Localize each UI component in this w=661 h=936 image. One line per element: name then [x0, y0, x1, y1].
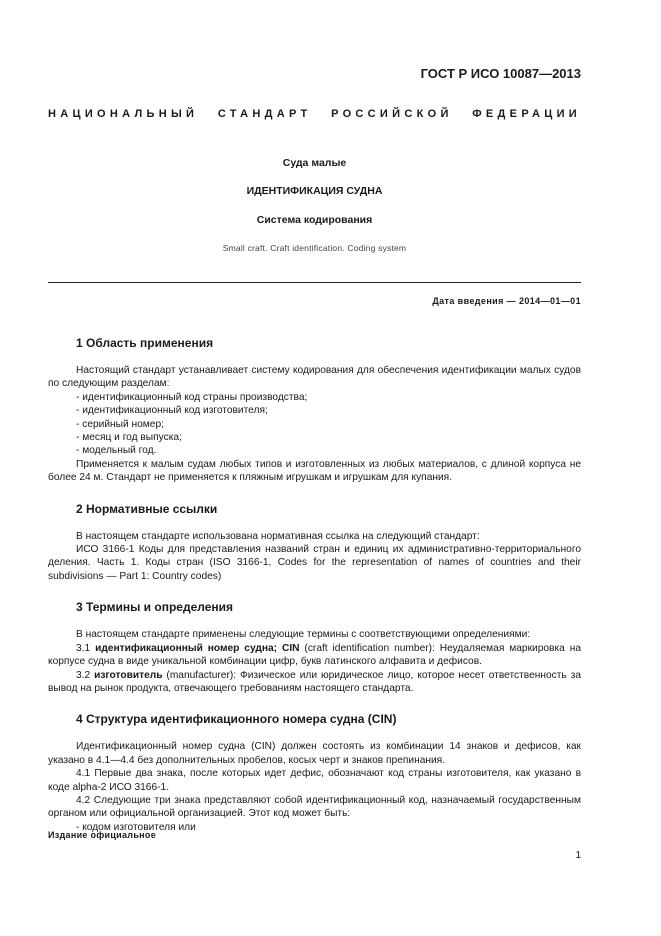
paragraph: Применяется к малым судам любых типов и изготовленных из любых материалов, с длиной корпуса не более 24 м. Стандарт не применяется к пляжным игрушкам и игрушкам для купания.: [48, 458, 581, 484]
section-heading-4: 4 Структура идентификационного номера судна (CIN): [76, 712, 397, 727]
title-line-2: ИДЕНТИФИКАЦИЯ СУДНА: [246, 185, 383, 197]
list-item: - кодом изготовителя или: [76, 821, 196, 833]
definition-text: (craft identification number): Неудаляемая маркировка на корпусе судна в виде уникальной комбинации цифр, букв латинского алфавита и дефисов.: [48, 642, 582, 668]
list-item: - серийный номер;: [76, 418, 164, 430]
national-standard-banner: [48, 108, 581, 120]
english-title: Small craft. Craft identification. Coding system: [222, 243, 407, 253]
definition-number: 3.2: [76, 669, 95, 681]
list-item: - месяц и год выпуска;: [76, 432, 182, 444]
definition-text: (manufacturer): Физическое или юридическое лицо, которое несет ответственность за вывод на рынок продукта, отвечающего требованиям настоящего стандарта.: [48, 669, 581, 694]
definition-number: 3.1: [76, 642, 96, 654]
definition-3-1: [48, 642, 581, 669]
title-line-3: Система кодирования: [256, 214, 373, 226]
definition-3-2: [48, 669, 581, 696]
paragraph: В настоящем стандарте использована нормативная ссылка на следующий стандарт:: [76, 530, 480, 542]
normative-reference: ИСО 3166-1 Коды для представления названий стран и единиц их административно-территориального деления. Часть 1. Коды стран (ISO 3166-1, Codes for the representation of names of countries and their subdivisions — Part 1: Country codes): [48, 544, 581, 582]
list-item: - модельный год.: [76, 445, 157, 457]
paragraph: Идентификационный номер судна (CIN) должен состоять из комбинации 14 знаков и дефисов, как указано в 4.1—4.4 без дополнительных пробелов, косых черт и знаков препинания.: [48, 741, 581, 766]
defined-term: изготовитель: [94, 669, 163, 681]
paragraph: В настоящем стандарте применены следующие термины с соответствующими определениями:: [76, 629, 531, 641]
banner-word: РОССИЙСКОЙ: [331, 108, 453, 120]
defined-term: идентификационный номер судна; CIN: [95, 642, 300, 654]
list-item: - идентификационный код страны производства;: [76, 391, 308, 403]
clause-4-1: 4.1 Первые два знака, после которых идет дефис, обозначают код страны изготовителя, как указано в коде alpha-2 ИСО 3166-1.: [48, 768, 581, 793]
title-line-1: Суда малые: [282, 157, 347, 169]
introduction-date: Дата введения — 2014—01—01: [432, 296, 581, 306]
banner-word: СТАНДАРТ: [217, 108, 312, 120]
official-edition-label: Издание официальное: [48, 830, 157, 840]
document-code: ГОСТ Р ИСО 10087—2013: [420, 66, 581, 81]
section-heading-3: 3 Термины и определения: [76, 600, 234, 615]
page-number: 1: [575, 850, 581, 861]
banner-word: ФЕДЕРАЦИИ: [472, 108, 581, 120]
section-heading-1: 1 Область применения: [76, 336, 214, 350]
clause-4-2: 4.2 Следующие три знака представляют собой идентификационный код, назначаемый государственным органом или официальной организацией. Этот код может быть:: [48, 794, 581, 820]
document-body: [48, 320, 581, 834]
section-heading-2: 2 Нормативные ссылки: [76, 501, 218, 516]
paragraph: Настоящий стандарт устанавливает систему кодирования для обеспечения идентификации малых судов по следующим разделам:: [48, 365, 581, 390]
list-item: - идентификационный код изготовителя;: [76, 405, 268, 417]
horizontal-rule: [48, 282, 581, 283]
banner-word: НАЦИОНАЛЬНЫЙ: [48, 108, 199, 120]
